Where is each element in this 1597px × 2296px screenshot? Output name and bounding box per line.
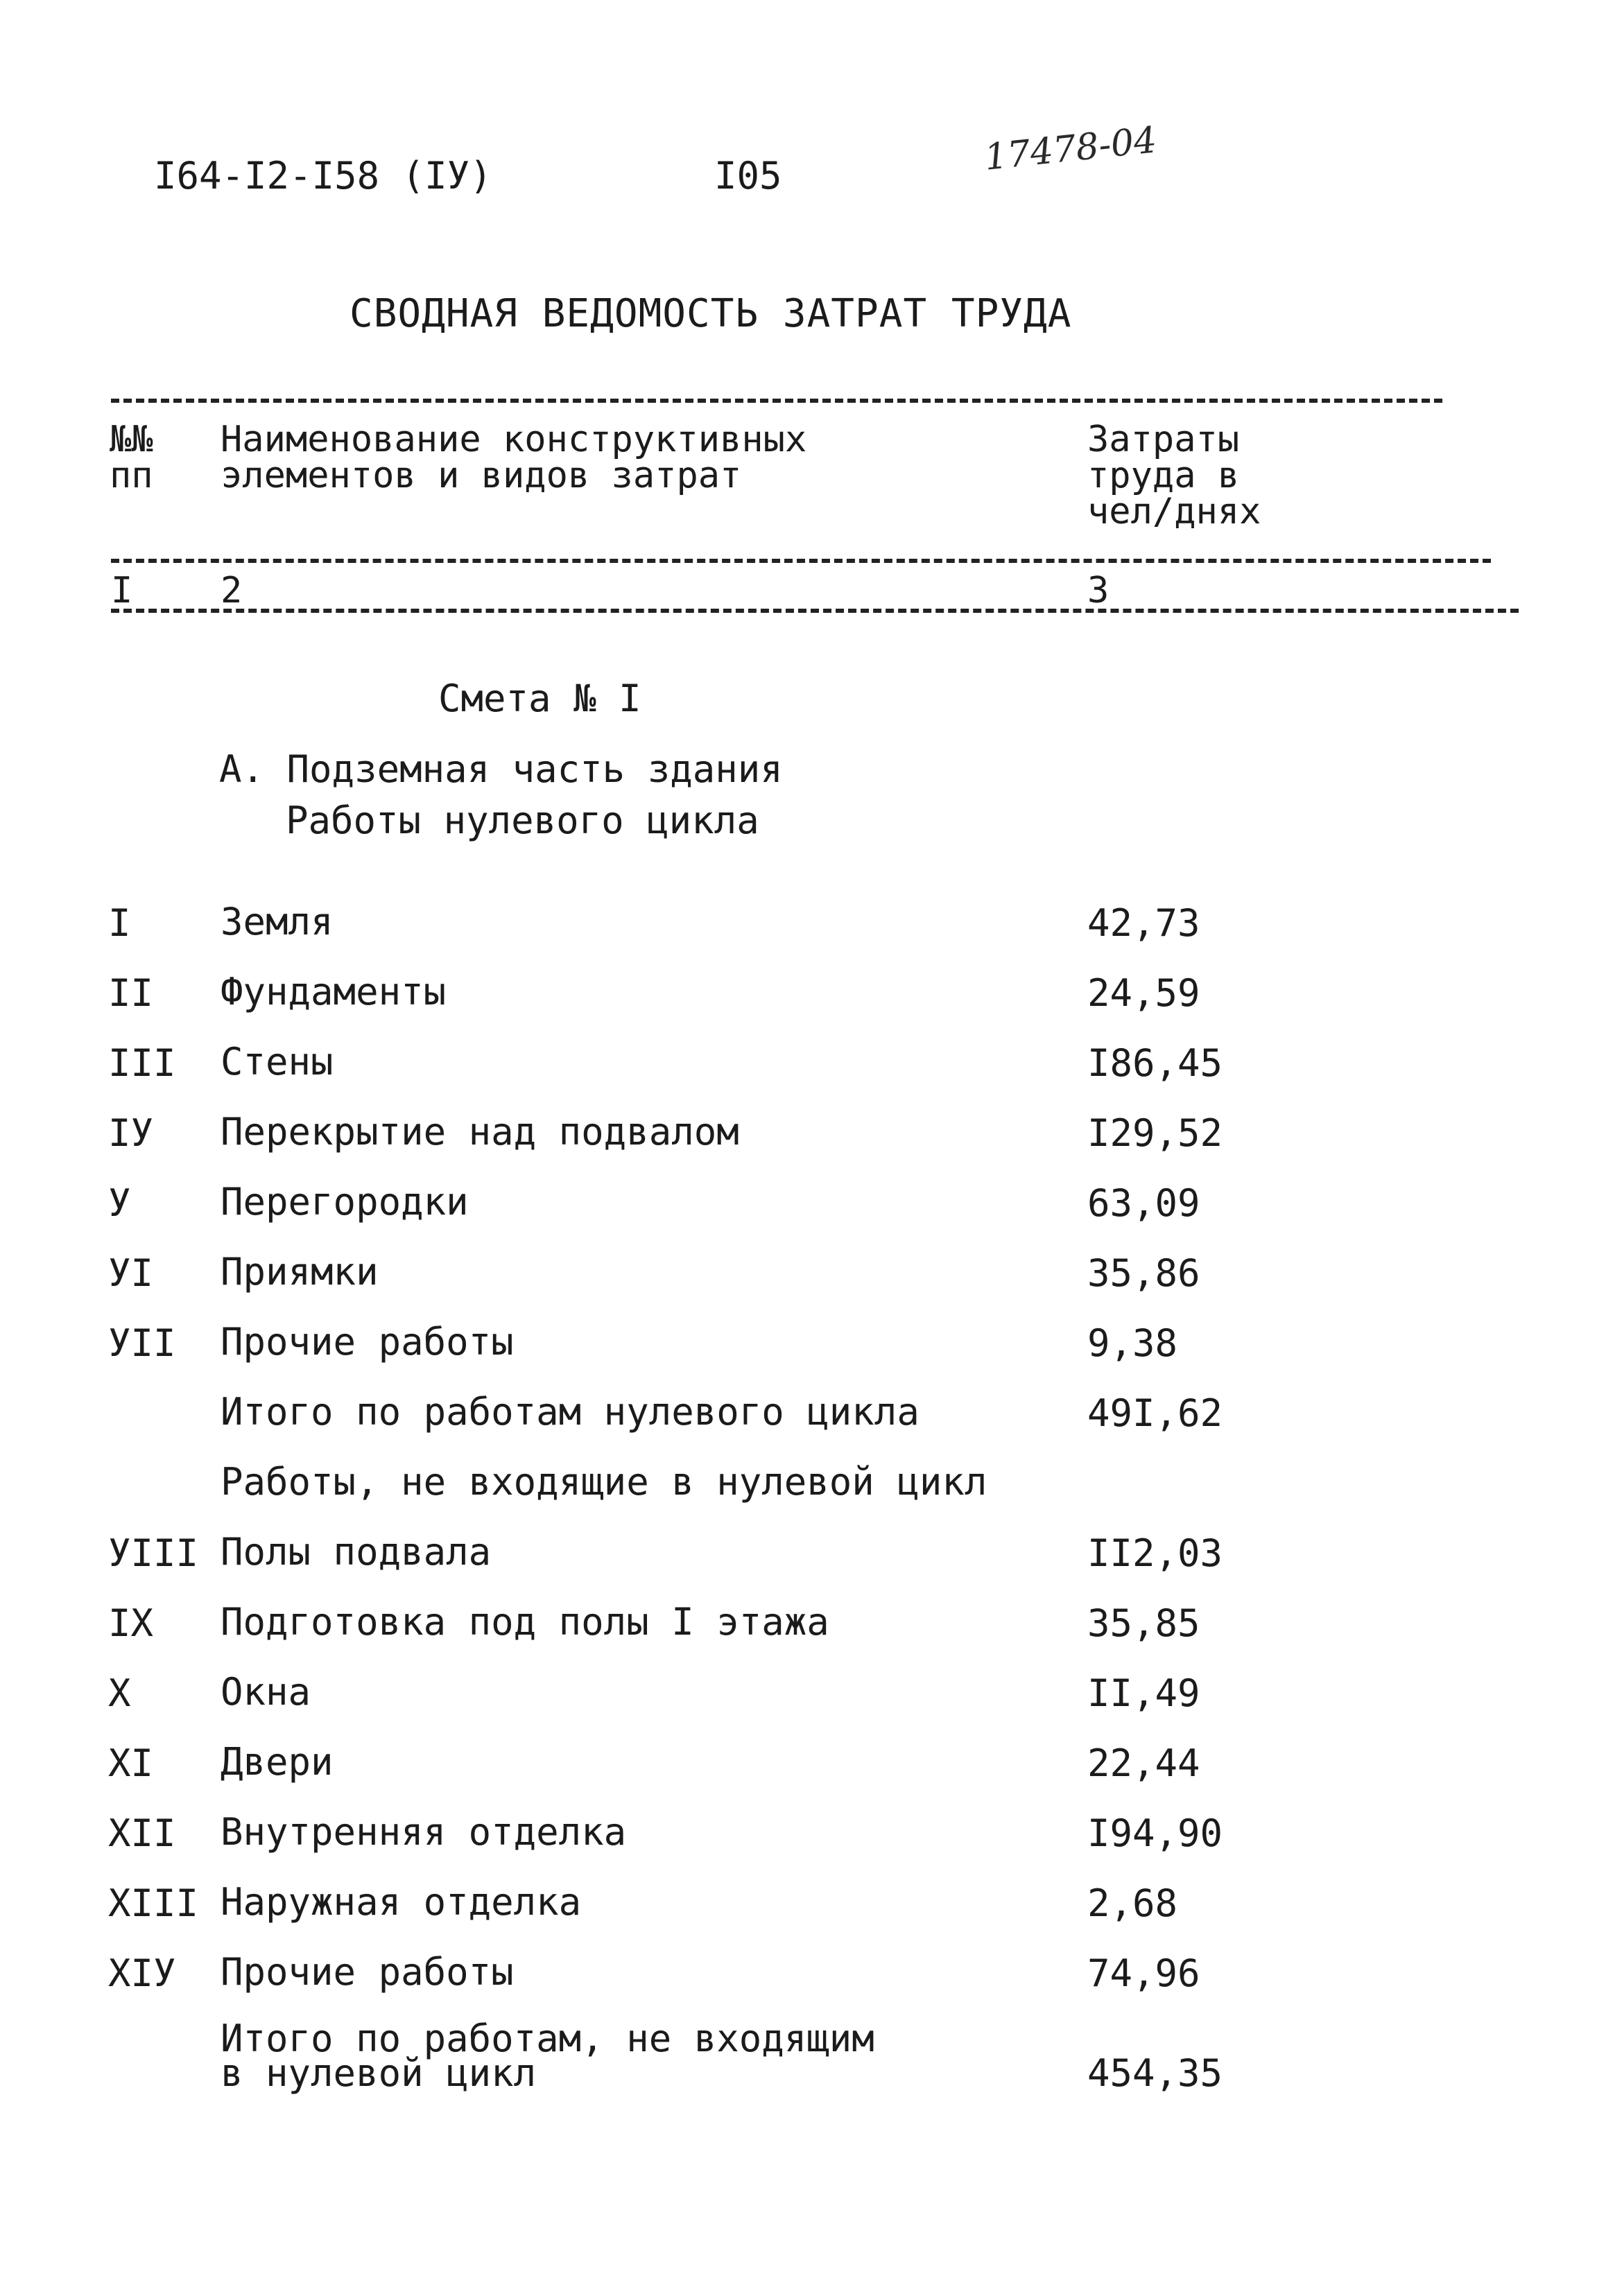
col-cost-heading-line3: чел/днях bbox=[1087, 491, 1261, 532]
header-middle-rule bbox=[111, 559, 1491, 563]
row-number: XII bbox=[108, 1811, 176, 1855]
row-name: Перегородки bbox=[221, 1180, 469, 1224]
row-name: Двери bbox=[221, 1740, 334, 1784]
row-value: I86,45 bbox=[1087, 1041, 1223, 1085]
table-row bbox=[0, 1041, 1597, 1111]
row-name: Внутренняя отделка bbox=[221, 1810, 627, 1854]
row-name: Итого по работам нулевого цикла bbox=[221, 1390, 920, 1434]
subtotal-row bbox=[0, 1391, 1597, 1461]
row-value: 74,96 bbox=[1087, 1951, 1200, 1995]
row-name: Земля bbox=[221, 900, 334, 943]
col-number-heading-line2: пп bbox=[110, 455, 153, 496]
total-value: 454,35 bbox=[1087, 2051, 1223, 2095]
section-a-title: А. Подземная часть здания bbox=[219, 747, 783, 791]
section-a-subtitle: Работы нулевого цикла bbox=[286, 799, 759, 842]
row-value: II,49 bbox=[1087, 1671, 1200, 1715]
row-number: II bbox=[108, 971, 154, 1015]
table-row bbox=[0, 1181, 1597, 1251]
subsection-row bbox=[0, 1461, 1597, 1531]
row-number: XIII bbox=[108, 1881, 199, 1925]
table-row bbox=[0, 1881, 1597, 1951]
row-name: Окна bbox=[221, 1670, 311, 1714]
table-row bbox=[0, 1251, 1597, 1321]
table-row bbox=[0, 1531, 1597, 1601]
row-number: У bbox=[108, 1181, 131, 1225]
row-value: 9,38 bbox=[1087, 1321, 1178, 1365]
row-number: УII bbox=[108, 1321, 176, 1365]
row-number: УI bbox=[108, 1251, 154, 1295]
row-value: II2,03 bbox=[1087, 1531, 1223, 1575]
row-value: 63,09 bbox=[1087, 1181, 1200, 1225]
total-label-line1: Итого по работам, не входящим bbox=[221, 2017, 874, 2060]
row-value: 49I,62 bbox=[1087, 1391, 1223, 1435]
row-number: I bbox=[108, 901, 131, 945]
table-row bbox=[0, 1741, 1597, 1811]
col-name-heading-line2: элементов и видов затрат bbox=[221, 455, 742, 496]
table-row bbox=[0, 1811, 1597, 1881]
column-number-3: 3 bbox=[1087, 570, 1110, 611]
row-name: Работы, не входящие в нулевой цикл bbox=[221, 1460, 987, 1504]
row-value: 35,85 bbox=[1087, 1601, 1200, 1645]
row-number: XI bbox=[108, 1741, 154, 1785]
estimate-title: Смета № I bbox=[438, 677, 641, 720]
row-number: IУ bbox=[108, 1111, 154, 1155]
col-cost-heading-line2: труда в bbox=[1087, 455, 1240, 496]
row-value: 24,59 bbox=[1087, 971, 1200, 1015]
table-row bbox=[0, 1111, 1597, 1181]
table-row bbox=[0, 901, 1597, 971]
row-name: Стены bbox=[221, 1040, 334, 1084]
column-number-1: I bbox=[111, 570, 133, 611]
table-row bbox=[0, 1671, 1597, 1741]
table-row bbox=[0, 1321, 1597, 1391]
page-number: I05 bbox=[714, 154, 782, 198]
row-name: Наружная отделка bbox=[221, 1880, 582, 1924]
row-name: Фундаменты bbox=[221, 970, 447, 1014]
row-number: УIII bbox=[108, 1531, 199, 1575]
handwritten-note: 17478-04 bbox=[982, 119, 1159, 179]
table-row bbox=[0, 971, 1597, 1041]
total-label-line2: в нулевой цикл bbox=[221, 2051, 537, 2095]
document-title: СВОДНАЯ ВЕДОМОСТЬ ЗАТРАТ ТРУДА bbox=[349, 291, 1072, 336]
row-value: I94,90 bbox=[1087, 1811, 1223, 1855]
row-value: 35,86 bbox=[1087, 1251, 1200, 1295]
row-name: Перекрытие над подвалом bbox=[221, 1110, 739, 1154]
row-value: 42,73 bbox=[1087, 901, 1200, 945]
row-number: III bbox=[108, 1041, 176, 1085]
col-number-heading-line1: №№ bbox=[110, 419, 153, 460]
table-row bbox=[0, 1951, 1597, 2021]
header-bottom-rule bbox=[111, 609, 1519, 613]
row-value: I29,52 bbox=[1087, 1111, 1223, 1155]
header-top-rule bbox=[111, 399, 1442, 403]
row-number: X bbox=[108, 1671, 131, 1715]
row-name: Прочие работы bbox=[221, 1320, 514, 1364]
col-name-heading-line1: Наименование конструктивных bbox=[221, 419, 807, 460]
col-cost-heading-line1: Затраты bbox=[1087, 419, 1240, 460]
row-name: Приямки bbox=[221, 1250, 379, 1294]
document-code: I64-I2-I58 (IУ) bbox=[154, 154, 492, 198]
row-value: 22,44 bbox=[1087, 1741, 1200, 1785]
row-number: IX bbox=[108, 1601, 154, 1645]
column-number-2: 2 bbox=[221, 570, 243, 611]
row-name: Подготовка под полы I этажа bbox=[221, 1600, 829, 1644]
row-name: Полы подвала bbox=[221, 1530, 492, 1574]
row-number: XIУ bbox=[108, 1951, 176, 1995]
row-name: Прочие работы bbox=[221, 1950, 514, 1994]
row-value: 2,68 bbox=[1087, 1881, 1178, 1925]
table-row bbox=[0, 1601, 1597, 1671]
